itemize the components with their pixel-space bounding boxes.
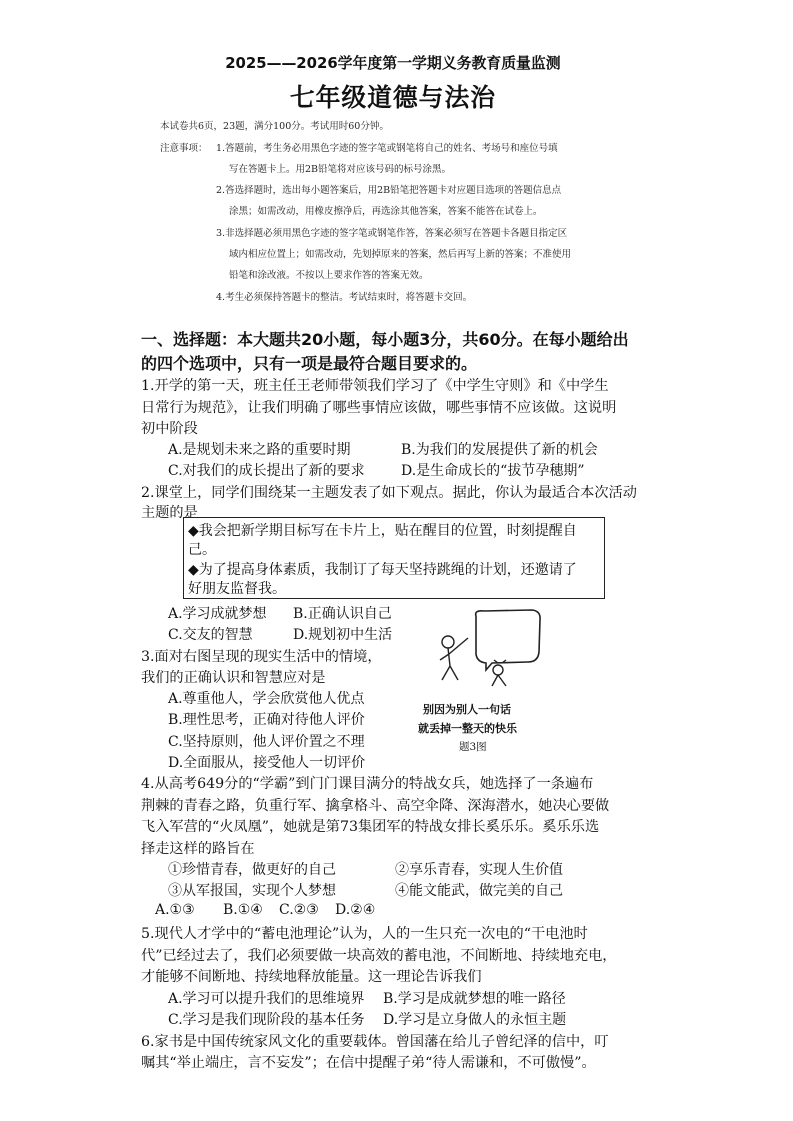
- q4-option-a: A.①③: [155, 902, 195, 918]
- q1-stem-1: 1.开学的第一天，班主任王老师带领我们学习了《中学生守则》和《中学生: [141, 378, 609, 394]
- q5-option-c: C.学习是我们现阶段的基本任务: [168, 1012, 365, 1028]
- exam-header-line: 2025——2026学年度第一学期义务教育质量监测: [225, 54, 561, 72]
- q1-option-c: C.对我们的成长提出了新的要求: [168, 463, 365, 479]
- q5-stem-1: 5.现代人才学中的“蓄电池理论”认为，人的一生只充一次电的“干电池时: [141, 926, 588, 942]
- notes-label: 注意事项：: [160, 143, 208, 154]
- q2-stem-2: 主题的是: [141, 505, 198, 521]
- q1-option-d: D.是生命成长的“拔节孕穗期”: [401, 463, 585, 479]
- section-heading-line2: 的四个选项中，只有一项是最符合题目要求的。: [141, 354, 478, 373]
- q5-stem-3: 才能够不间断地、持续地释放能量。这一理论告诉我们: [141, 969, 482, 985]
- q4-stem-4: 择走这样的路旨在: [141, 841, 255, 857]
- q1-option-a: A.是规划未来之路的重要时期: [168, 442, 351, 458]
- q3-stem-1: 3.面对右图呈现的现实生活中的情境，: [141, 649, 382, 665]
- q3-image-caption-2: 就丢掉一整天的快乐: [418, 722, 517, 735]
- q5-option-b: B.学习是成就梦想的唯一路径: [383, 991, 566, 1007]
- q5-option-d: D.学习是立身做人的永恒主题: [383, 1012, 567, 1028]
- q3-option-d: D.全面服从，接受他人一切评价: [168, 755, 366, 771]
- q4-statement-2: ②享乐青春，实现人生价值: [395, 862, 563, 878]
- q3-illustration: [428, 608, 548, 688]
- note-4: 4.考生必须保持答题卡的整洁。考试结束时，将答题卡交回。: [216, 292, 473, 303]
- speech-bubble-shape: [476, 610, 540, 670]
- q3-option-a: A.尊重他人，学会欣赏他人优点: [168, 691, 365, 707]
- q2-option-b: B.正确认识自己: [293, 606, 392, 622]
- q2-option-d: D.规划初中生活: [293, 627, 393, 643]
- note-3b: 域内相应位置上；如需改动，先划掉原来的答案，然后再写上新的答案；不准使用: [229, 249, 572, 260]
- q6-stem-1: 6.家书是中国传统家风文化的重要载体。曾国藩在给儿子曾纪泽的信中，叮: [141, 1034, 609, 1050]
- q2-quote-2a: ◆为了提高身体素质，我制订了每天坚持跳绳的计划，还邀请了: [188, 562, 577, 578]
- q3-stem-2: 我们的正确认识和智慧应对是: [141, 670, 326, 686]
- q1-stem-2: 日常行为规范》，让我们明确了哪些事情应该做，哪些事情不应该做。这说明: [141, 400, 617, 416]
- q4-stem-1: 4.从高考649分的“学霸”到门门课目满分的特战女兵，她选择了一条遍布: [141, 776, 594, 792]
- q2-stem-1: 2.课堂上，同学们围绕某一主题发表了如下观点。据此，你认为最适合本次活动: [141, 485, 637, 501]
- note-3a: 3.非选择题必须用黑色字迹的签字笔或钢笔作答，答案必须写在答题卡各题目指定区: [216, 228, 568, 239]
- q2-quote-2b: 好朋友监督我。: [188, 581, 286, 597]
- q4-statement-4: ④能文能武，做完美的自己: [395, 883, 563, 899]
- q5-stem-2: 代”已经过去了，我们必须要做一块高效的蓄电池，不间断地、持续地充电，: [141, 948, 617, 964]
- q2-quote-box: [183, 517, 605, 599]
- exam-title: 七年级道德与法治: [289, 83, 496, 112]
- note-2a: 2.答选择题时，选出每小题答案后，用2B铅笔把答题卡对应题目选项的答题信息点: [216, 185, 562, 196]
- exam-intro: 本试卷共6页，23题，满分100分。考试用时60分钟。: [160, 121, 389, 132]
- note-2b: 涂黑；如需改动，用橡皮擦净后，再选涂其他答案，答案不能答在试卷上。: [229, 206, 543, 217]
- note-1b: 写在答题卡上。用2B铅笔将对应该号码的标号涂黑。: [229, 164, 452, 175]
- q1-option-b: B.为我们的发展提供了新的机会: [401, 442, 598, 458]
- section-heading-line1: 一、选择题：本大题共20小题，每小题3分，共60分。在每小题给出: [141, 330, 629, 349]
- q1-stem-3: 初中阶段: [141, 421, 198, 437]
- note-1a: 1.答题前，考生务必用黑色字迹的签字笔或钢笔将自己的姓名、考场号和座位号填: [216, 143, 558, 154]
- right-figure-head: [493, 665, 503, 675]
- left-figure-head: [442, 636, 454, 648]
- q4-option-c: C.②③: [279, 902, 319, 918]
- q4-stem-3: 飞入军营的“火凤凰”，她就是第73集团军的特战女排长奚乐乐。奚乐乐选: [141, 819, 600, 835]
- q2-quote-1b: 己。: [188, 542, 216, 558]
- q5-option-a: A.学习可以提升我们的思维境界: [168, 991, 365, 1007]
- note-3c: 铅笔和涂改液。不按以上要求作答的答案无效。: [229, 270, 429, 281]
- q2-option-a: A.学习成就梦想: [168, 606, 267, 622]
- q2-option-c: C.交友的智慧: [168, 627, 253, 643]
- q3-option-c: C.坚持原则，他人评价置之不理: [168, 734, 365, 750]
- q4-statement-3: ③从军报国，实现个人梦想: [168, 883, 336, 899]
- q3-option-b: B.理性思考，正确对待他人评价: [168, 712, 365, 728]
- q3-image-label: 题3图: [459, 741, 487, 753]
- q4-stem-2: 荆棘的青春之路，负重行军、擒拿格斗、高空伞降、深海潜水，她决心要做: [141, 798, 610, 814]
- q4-statement-1: ①珍惜青春，做更好的自己: [168, 862, 336, 878]
- q6-stem-2: 嘱其“举止端庄，言不妄发”；在信中提醒子弟“待人需谦和，不可傲慢”。: [141, 1055, 596, 1071]
- q4-option-d: D.②④: [335, 902, 376, 918]
- q2-quote-1a: ◆我会把新学期目标写在卡片上，贴在醒目的位置，时刻提醒自: [188, 523, 577, 539]
- q3-image-caption-1: 别因为别人一句话: [423, 703, 511, 716]
- q4-option-b: B.①④: [223, 902, 263, 918]
